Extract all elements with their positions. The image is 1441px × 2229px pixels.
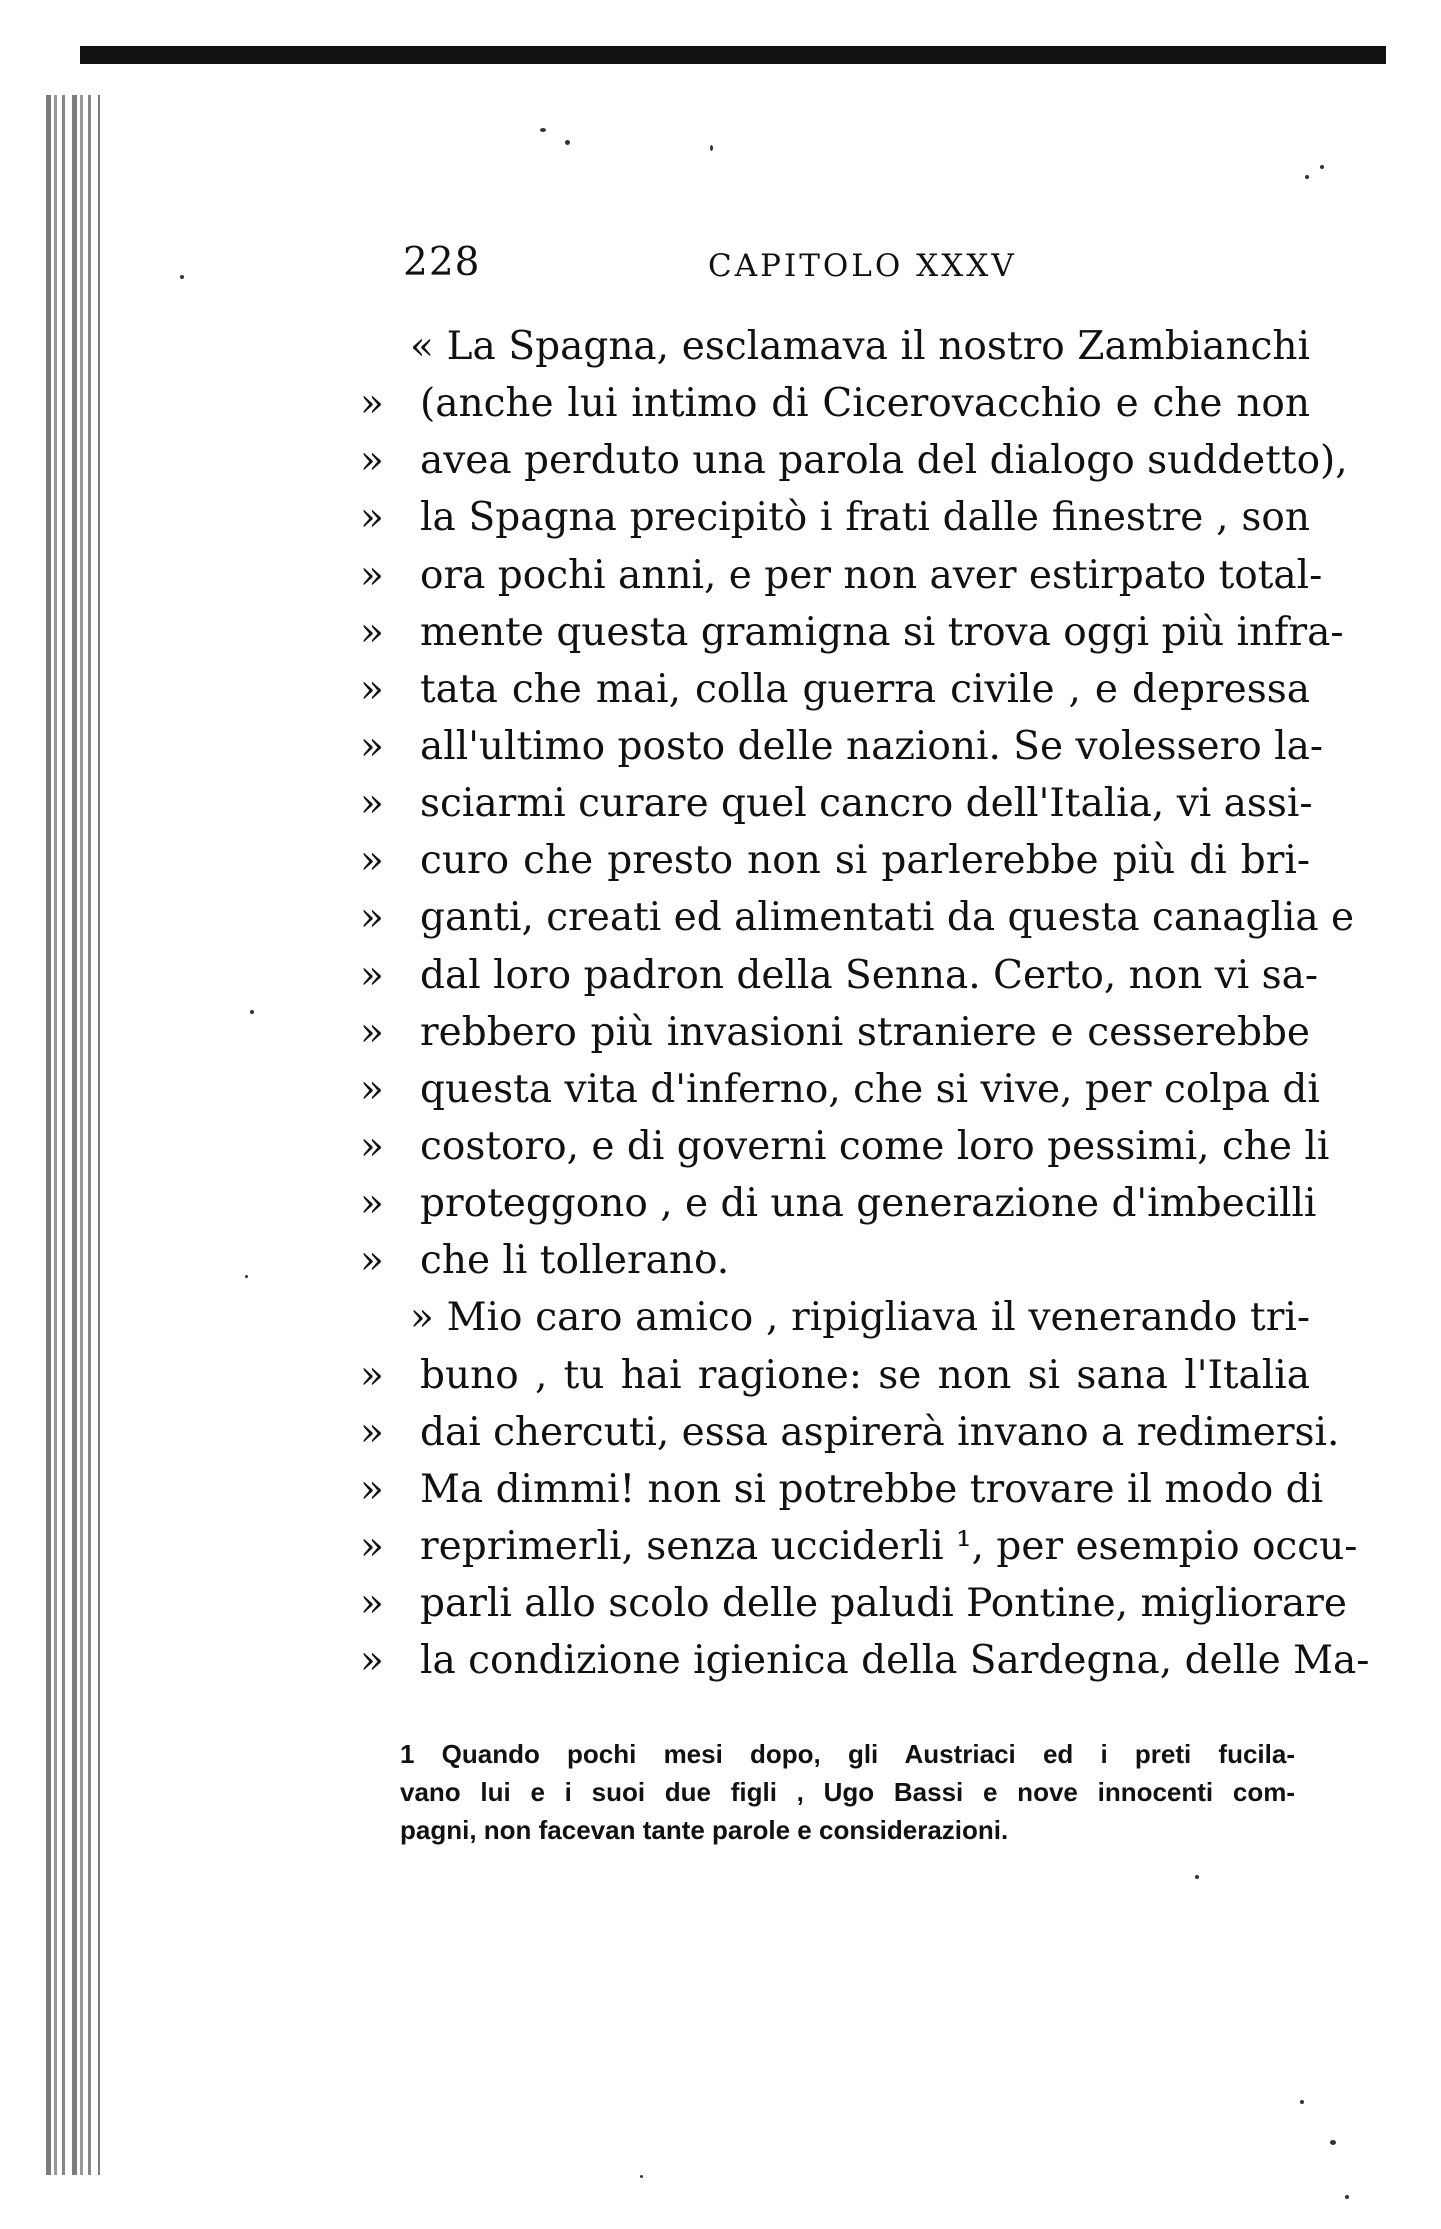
text-line: » Mio caro amico , ripigliava il venerando tri- [410,1295,1310,1341]
scan-speck [1195,1875,1199,1879]
scan-speck [640,2175,643,2178]
scan-speck [540,128,546,132]
text-line: » che li tollerano. [360,1238,730,1284]
text-line: » (anche lui intimo di Cicerovacchio e che non [360,381,1310,427]
text-line: » ora pochi anni, e per non aver estirpato total- [360,552,1323,598]
text-line: » ganti, creati ed alimentati da questa canaglia e [360,895,1355,941]
text-line: » costoro, e di governi come loro pessimi, che li [360,1123,1330,1169]
footnote-line: vano lui e i suoi due figli , Ugo Bassi e nove innocenti com- [400,1777,1295,1807]
scan-speck [1320,165,1324,169]
text-line: » la condizione igienica della Sardegna, delle Ma- [360,1638,1370,1684]
scan-speck [710,145,713,151]
text-line: » proteggono , e di una generazione d'imbecilli [360,1181,1317,1227]
text-line: » tata che mai, colla guerra civile , e depressa [360,666,1310,712]
text-line: « La Spagna, esclamava il nostro Zambianchi [410,324,1310,369]
body-text [360,318,1370,1689]
top-border-rule [80,46,1386,64]
text-line: » rebbero più invasioni straniere e cesserebbe [360,1009,1310,1055]
text-line: » buno , tu hai ragione: se non si sana l'Italia [360,1352,1310,1398]
text-line: » reprimerli, senza ucciderli ¹, per esempio occu- [360,1523,1358,1569]
footnote [400,1735,1295,1849]
running-head: CAPITOLO XXXV [708,248,1017,284]
text-line: » questa vita d'inferno, che si vive, per colpa di [360,1066,1320,1112]
text-line: » Ma dimmi! non si potrebbe trovare il modo di [360,1466,1324,1512]
text-line: » parli allo scolo delle paludi Pontine, migliorare [360,1581,1347,1627]
scan-speck [1345,2195,1349,2199]
footnote-line: 1 Quando pochi mesi dopo, gli Austriaci ed i preti fucila- [400,1739,1295,1769]
text-line: » la Spagna precipitò i frati dalle finestre , son [360,495,1310,541]
scan-speck [245,1275,248,1278]
text-line: » curo che presto non si parlerebbe più di bri- [360,838,1310,884]
footnote-line: pagni, non facevan tante parole e considerazioni. [400,1815,1009,1845]
text-line: » sciarmi curare quel cancro dell'Italia, vi assi- [360,781,1313,827]
text-line: » avea perduto una parola del dialogo suddetto), [360,438,1348,484]
scan-speck [1330,2140,1336,2145]
text-line: » dai chercuti, essa aspirerà invano a redimersi. [360,1409,1340,1455]
scan-speck [250,1010,254,1014]
scan-speck [1300,2100,1304,2104]
scan-speck [180,275,184,279]
text-line: » mente questa gramigna si trova oggi più infra- [360,609,1344,655]
text-line: » dal loro padron della Senna. Certo, non vi sa- [360,952,1319,998]
scan-speck [565,140,570,145]
scan-speck [1305,175,1309,179]
scanned-binding-edge [46,95,100,2175]
page-number: 228 [403,240,481,285]
text-line: » all'ultimo posto delle nazioni. Se volessero la- [360,723,1324,769]
